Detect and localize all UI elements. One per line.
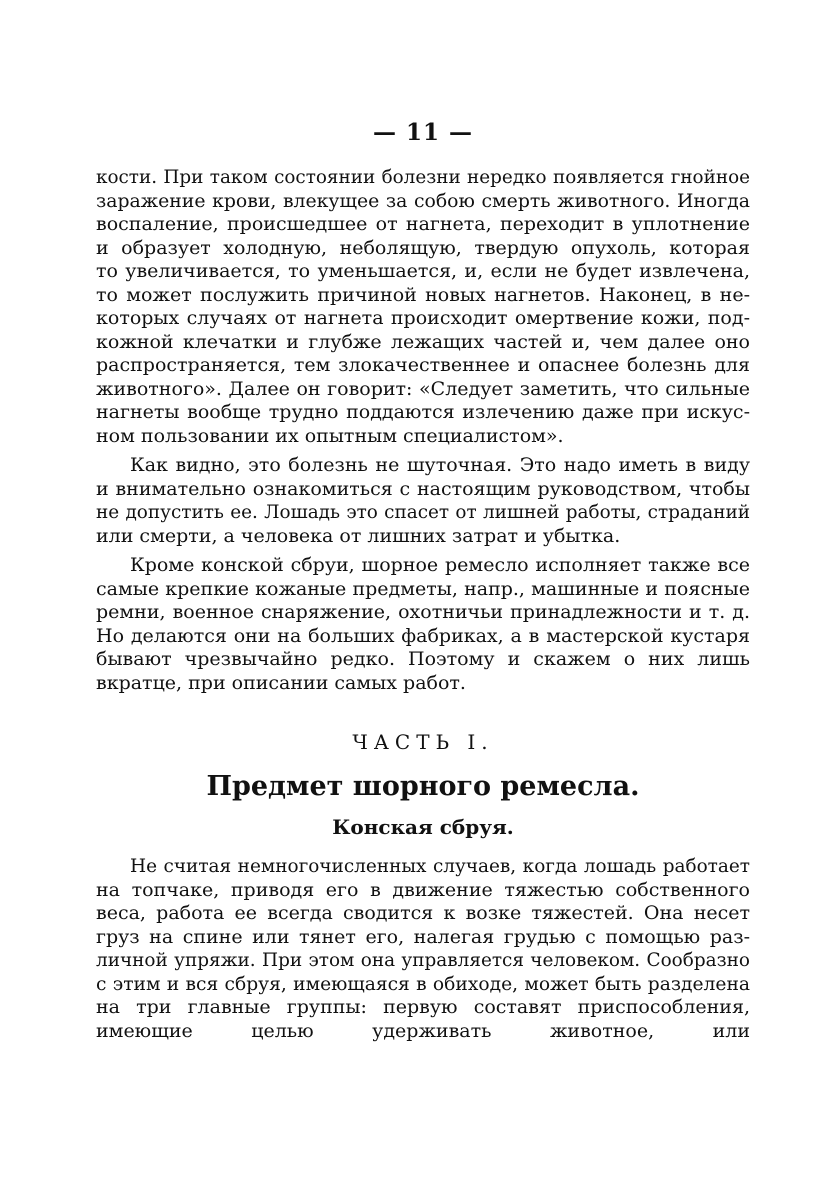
text-line: на топчаке, приводя его в движение тяжестью собственного — [96, 878, 750, 901]
text-line: и внимательно ознакомиться с настоящим руководством, чтобы — [96, 477, 750, 500]
text-line: Не считая немногочисленных случаев, когда лошадь работает — [130, 856, 750, 877]
paragraph-2 — [96, 454, 750, 548]
paragraph-4 — [96, 855, 750, 1043]
paragraph-3 — [96, 554, 750, 695]
text-line: имеющие целью удерживать животное, или — [96, 1019, 750, 1042]
text-line: животного». Далее он говорит: «Следует заметить, что сильные — [96, 377, 750, 400]
text-line: или смерти, а человека от лишних затрат и убытка. — [96, 524, 621, 547]
text-line: бывают чрезвычайно редко. Поэтому и скажем о них лишь — [96, 648, 750, 670]
text-line: веса, работа ее всегда сводится к возке тяжестей. Она несет — [96, 902, 750, 924]
text-line: на три главные группы: первую составят приспособления, — [96, 996, 750, 1018]
text-line: Но делаются они на больших фабриках, а в мастерской кустаря — [96, 624, 750, 647]
text-line: и образует холодную, неболящую, твердую опухоль, которая — [96, 236, 750, 259]
text-line: нагнеты вообще трудно поддаются излечению даже при искус- — [96, 401, 750, 423]
book-page — [96, 118, 750, 1043]
paragraph-1 — [96, 166, 750, 448]
text-line: то увеличивается, то уменьшается, и, если не будет извлечена, — [96, 260, 750, 282]
text-line: воспаление, происшедшее от нагнета, переходит в уплотнение — [96, 213, 750, 235]
text-line: кости. При таком состоянии болезни нередко появляется гнойное — [96, 167, 750, 188]
text-line: заражение крови, влекущее за собою смерть животного. Иногда — [96, 190, 750, 212]
page-number: — 11 — — [372, 119, 474, 146]
section-subheading: Конская сбруя. — [332, 815, 514, 839]
text-line: Кроме конской сбруи, шорное ремесло исполняет также все — [130, 554, 750, 576]
text-line: ном пользовании их опытным специалистом». — [96, 424, 564, 447]
text-line: распространяется, тем злокачественнее и опаснее болезнь для — [96, 354, 750, 376]
text-line: вкратце, при описании самых работ. — [96, 671, 466, 694]
section-heading: Предмет шорного ремесла. — [206, 771, 640, 802]
text-line: Как видно, это болезнь не шуточная. Это надо иметь в виду — [130, 454, 750, 476]
text-line: то может послужить причиной новых нагнетов. Наконец, в не- — [96, 283, 750, 306]
text-line: ремни, военное снаряжение, охотничьи принадлежности и т. д. — [96, 601, 750, 623]
text-line: с этим и вся сбруя, имеющаяся в обиходе, может быть разделена — [96, 973, 750, 995]
text-line: кожной клечатки и глубже лежащих частей и, чем далее оно — [96, 330, 750, 353]
text-line: груз на спине или тянет его, налегая грудью с помощью раз- — [96, 925, 750, 948]
text-line: самые крепкие кожаные предметы, напр., машинные и поясные — [96, 577, 750, 600]
text-line: не допустить ее. Лошадь это спасет от лишней работы, страданий — [96, 502, 750, 523]
text-line: личной упряжи. При этом она управляется человеком. Сообразно — [96, 950, 750, 971]
text-line: которых случаях от нагнета происходит омертвение кожи, под- — [96, 307, 750, 329]
part-title: ЧАСТЬ I. — [352, 730, 494, 754]
